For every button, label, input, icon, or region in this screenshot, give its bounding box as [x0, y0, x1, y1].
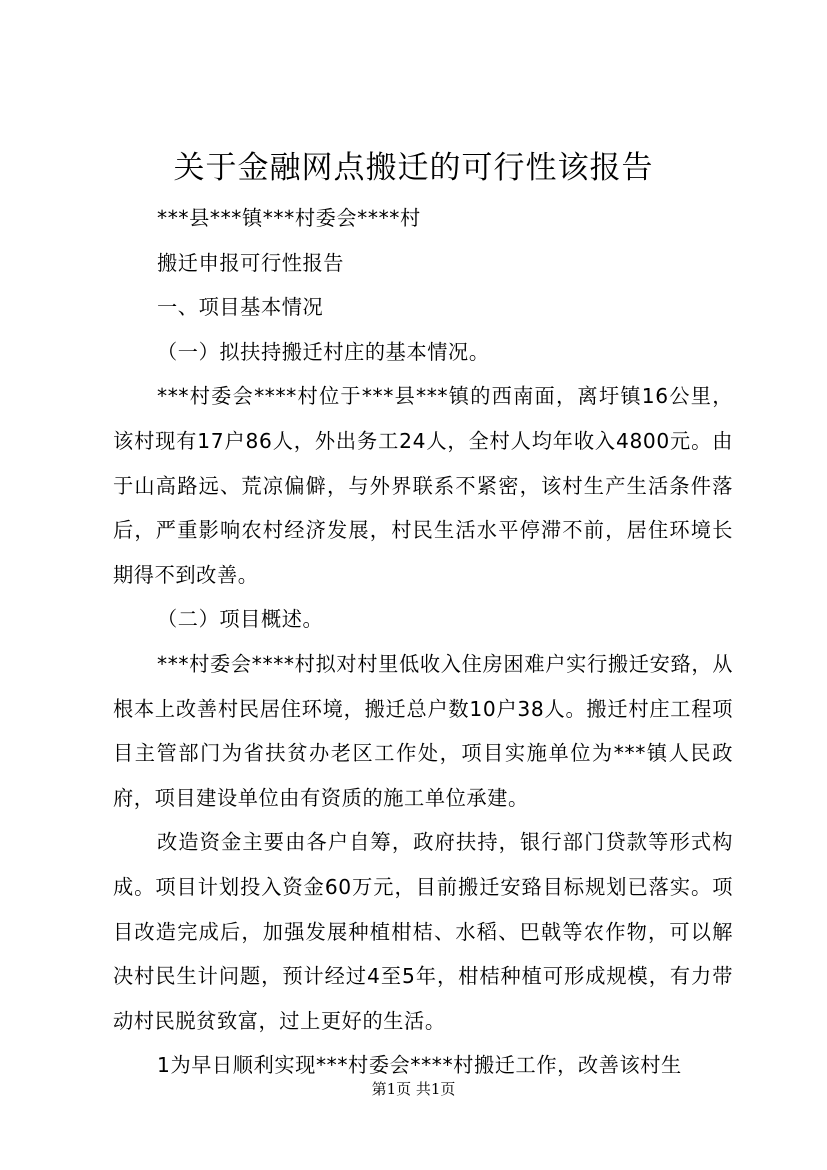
subsection-heading-1: （一）拟扶持搬迁村庄的基本情况。 — [157, 339, 490, 364]
paragraph-address: ***县***镇***村委会****村 — [157, 206, 421, 230]
paragraph-funding: 改造资金主要由各户自筹，政府扶持，银行部门贷款等形式构成。项目计划投入资金60万元，目前搬迁安臵目标规划已落实。项目改造完成后，加强发展种植柑桔、水稻、巴戟等农作物，可以解决村民生计问题，预计经过4至5年，柑桔种植可形成规模，有力带动村民脱贫致富，过上更好的生活。 — [113, 830, 733, 1033]
paragraph-project-overview: ***村委会****村拟对村里低收入住房困难户实行搬迁安臵，从根本上改善村民居住环境，搬迁总户数10户38人。搬迁村庄工程项目主管部门为省扶贫办老区工作处，项目实施单位为***镇人民政府，项目建设单位由有资质的施工单位承建。 — [113, 651, 733, 810]
section-heading: 一、项目基本情况 — [157, 295, 324, 320]
paragraph-village-info: ***村委会****村位于***县***镇的西南面，离圩镇16公里，该村现有17户86人，外出务工24人，全村人均年收入4800元。由于山高路远、荒凉偏僻，与外界联系不紧密，该村生产生活条件落后，严重影响农村经济发展，村民生活水平停滞不前，居住环境长期得不到改善。 — [113, 384, 733, 587]
document-title: 关于金融网点搬迁的可行性该报告 — [173, 150, 654, 186]
document-body — [113, 196, 733, 1088]
paragraph-continuation: 1为早日顺利实现***村委会****村搬迁工作，改善该村生 — [157, 1053, 682, 1078]
paragraph-report-name: 搬迁申报可行性报告 — [157, 250, 345, 275]
subsection-heading-2: （二）项目概述。 — [157, 607, 324, 632]
page-footer: 第1页 共1页 — [371, 1080, 456, 1098]
